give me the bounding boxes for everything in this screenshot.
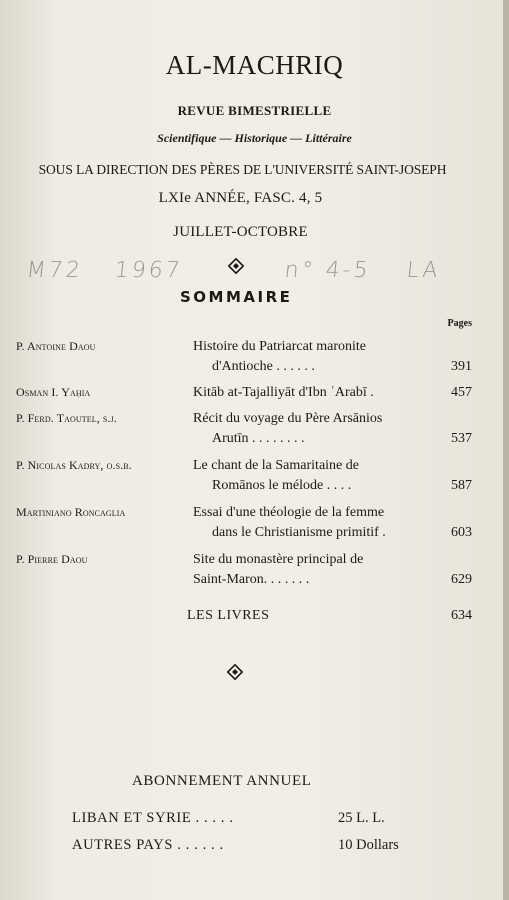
- entry-author: P. Antoine Daou: [16, 339, 96, 353]
- handwritten-issue: n° 4-5: [283, 258, 372, 283]
- entry-author: Osman I. Yaḥia: [16, 385, 91, 399]
- entry-page-number: 391: [451, 359, 472, 374]
- entry-title-line: Site du monastère principal de: [193, 552, 364, 567]
- handwritten-year: 1967: [113, 258, 184, 283]
- entry-title-line: Récit du voyage du Père Arsānios: [193, 411, 383, 426]
- entry-title-line: Saint-Maron. . . . . . .: [193, 572, 310, 587]
- subscription-price: 25 L. L.: [338, 810, 385, 826]
- journal-title: AL-MACHRIQ: [165, 50, 344, 80]
- pages-column-label: Pages: [447, 318, 472, 329]
- subscription-heading: ABONNEMENT ANNUEL: [132, 773, 312, 789]
- journal-direction: SOUS LA DIRECTION DES PÈRES DE L'UNIVERSITÉ SAINT-JOSEPH: [38, 162, 447, 177]
- journal-tagline: Scientifique — Historique — Littéraire: [157, 131, 352, 145]
- handwritten-call-number: M72: [25, 258, 84, 283]
- entry-page-number: 457: [451, 385, 472, 400]
- diamond-ornament-icon: [228, 258, 244, 274]
- entry-title-line: Histoire du Patriarcat maronite: [193, 339, 366, 354]
- subscription-price: 10 Dollars: [338, 837, 399, 853]
- journal-subtitle: REVUE BIMESTRIELLE: [177, 103, 332, 118]
- entry-title-line: d'Antioche . . . . . .: [212, 359, 315, 374]
- issue-year: LXIe ANNÉE, FASC. 4, 5: [158, 190, 323, 206]
- entry-author: P. Pierre Daou: [16, 552, 88, 566]
- entry-title-line: Romānos le mélode . . . .: [212, 478, 352, 493]
- entry-author: Martiniano Roncaglia: [16, 505, 126, 519]
- entry-author: P. Ferd. Taoutel, s.j.: [16, 411, 117, 425]
- entry-page-number: 587: [451, 478, 472, 493]
- entry-title-line: Arutīn . . . . . . . .: [212, 431, 305, 446]
- entry-title-line: Kitāb at-Tajalliyāt d'Ibn ʿArabī .: [193, 385, 374, 400]
- subscription-region: LIBAN ET SYRIE . . . . .: [72, 810, 234, 826]
- contents-heading: SOMMAIRE: [180, 288, 293, 306]
- entry-title-line: Essai d'une théologie de la femme: [193, 505, 385, 520]
- books-page-number: 634: [451, 608, 472, 623]
- entry-page-number: 629: [451, 572, 472, 587]
- entry-title-line: Le chant de la Samaritaine de: [193, 458, 359, 473]
- entry-author: P. Nicolas Kadry, o.s.b.: [16, 458, 132, 472]
- diamond-ornament-icon: [227, 664, 243, 680]
- entry-page-number: 603: [451, 525, 472, 540]
- entry-title-line: dans le Christianisme primitif .: [212, 525, 386, 540]
- handwritten-initials: LA: [405, 258, 442, 283]
- subscription-region: AUTRES PAYS . . . . . .: [72, 837, 224, 853]
- entry-page-number: 537: [451, 431, 472, 446]
- books-section-label: LES LIVRES: [187, 608, 270, 623]
- issue-months: JUILLET-OCTOBRE: [173, 224, 308, 240]
